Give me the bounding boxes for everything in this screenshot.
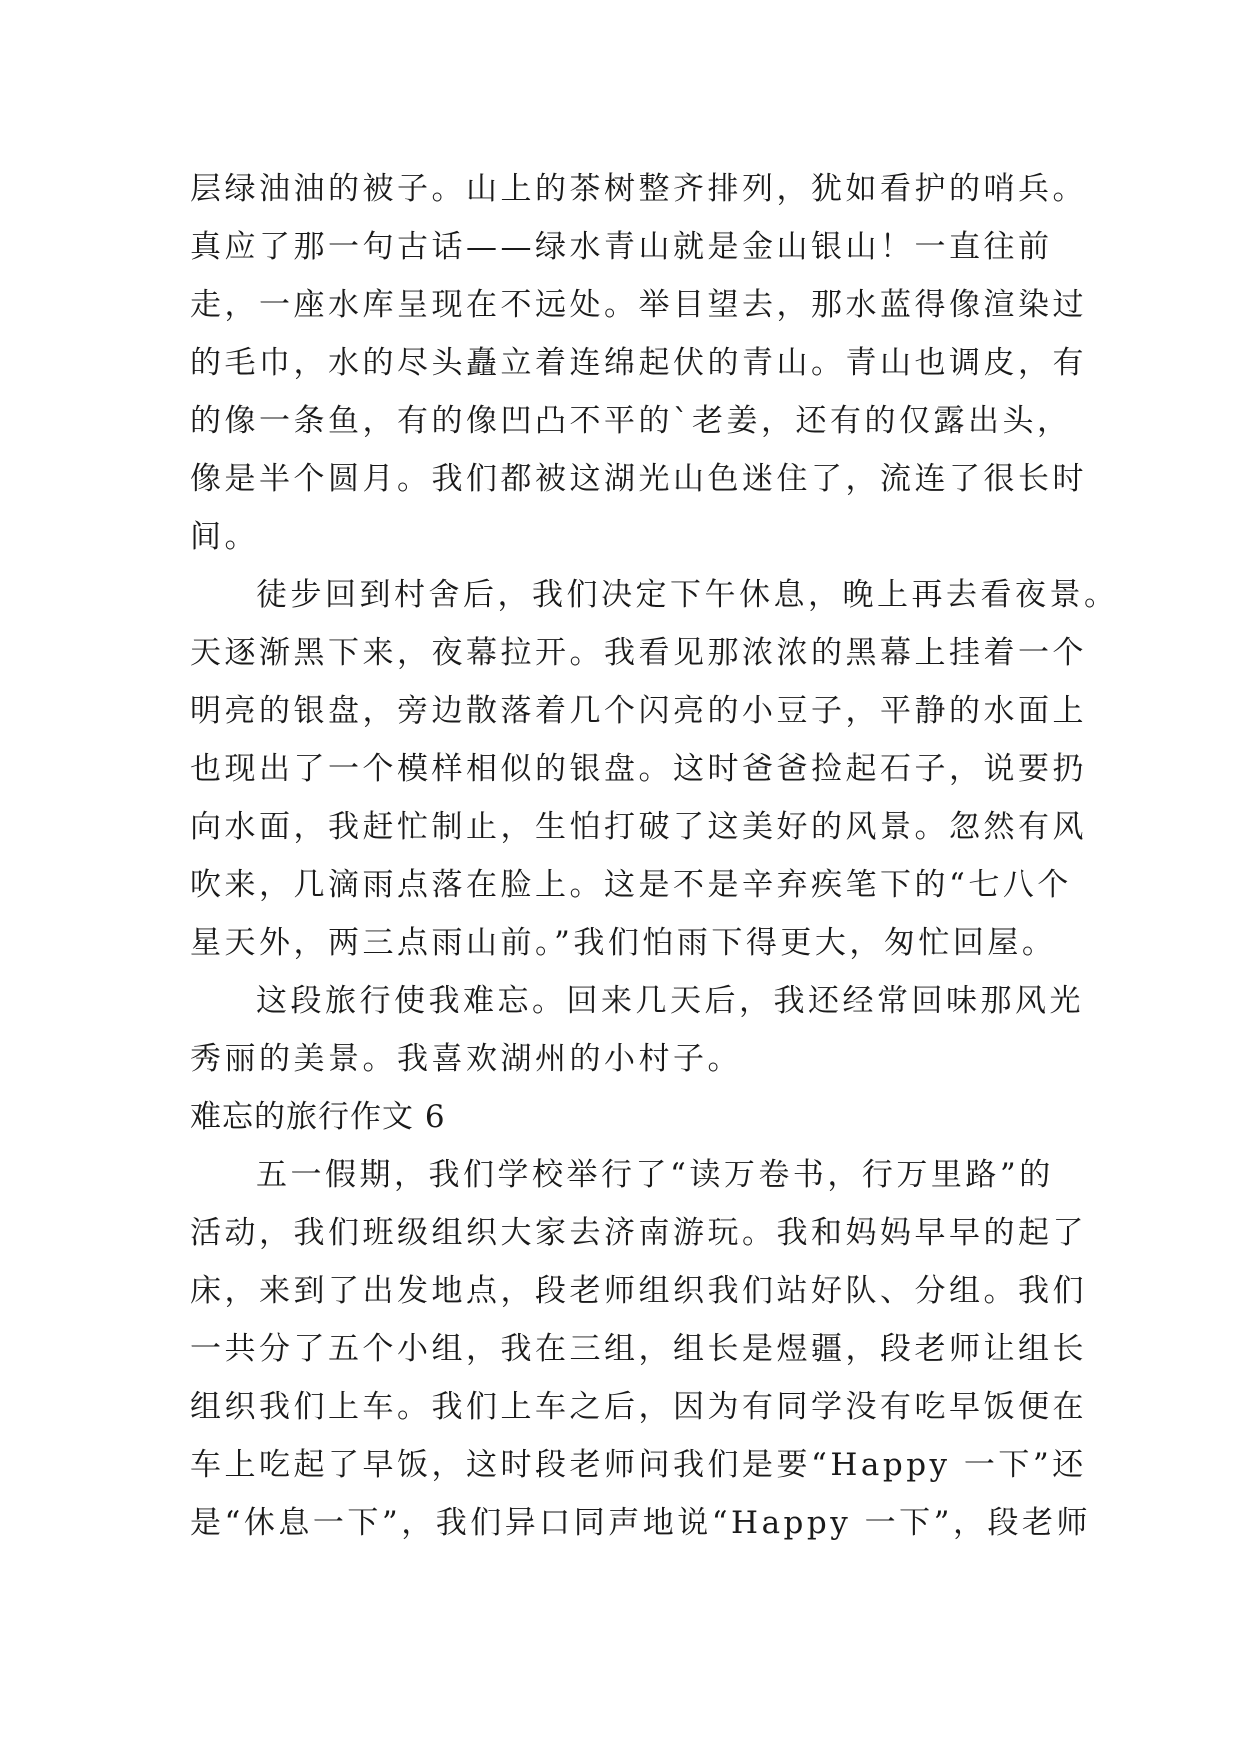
text-line: 明亮的银盘，旁边散落着几个闪亮的小豆子，平静的水面上 <box>190 693 1087 729</box>
text-line: 层绿油油的被子。山上的茶树整齐排列，犹如看护的哨兵。 <box>190 171 1087 207</box>
section-heading: 难忘的旅行作文 6 <box>190 1099 446 1135</box>
text-line: 星天外，两三点雨山前。”我们怕雨下得更大，匆忙回屋。 <box>190 925 1057 961</box>
text-line: 的像一条鱼，有的像凹凸不平的`老姜，还有的仅露出头， <box>190 403 1072 439</box>
text-line: 五一假期，我们学校举行了“读万卷书，行万里路”的 <box>256 1157 1054 1193</box>
document-body <box>190 160 1119 1552</box>
text-line: 向水面，我赶忙制止，生怕打破了这美好的风景。忽然有风 <box>190 809 1087 845</box>
text-line: 这段旅行使我难忘。回来几天后，我还经常回味那风光 <box>256 983 1084 1019</box>
text-line: 床，来到了出发地点，段老师组织我们站好队、分组。我们 <box>190 1273 1087 1309</box>
text-line: 一共分了五个小组，我在三组，组长是煜疆，段老师让组长 <box>190 1331 1087 1367</box>
text-line: 的毛巾，水的尽头矗立着连绵起伏的青山。青山也调皮，有 <box>190 345 1087 381</box>
text-line: 间。 <box>190 519 259 555</box>
text-line: 车上吃起了早饭，这时段老师问我们是要“Happy 一下”还 <box>190 1447 1087 1483</box>
text-line: 是“休息一下”，我们异口同声地说“Happy 一下”，段老师 <box>190 1505 1091 1541</box>
text-line: 徒步回到村舍后，我们决定下午休息，晚上再去看夜景。 <box>256 577 1119 613</box>
text-line: 组织我们上车。我们上车之后，因为有同学没有吃早饭便在 <box>190 1389 1087 1425</box>
text-line: 活动，我们班级组织大家去济南游玩。我和妈妈早早的起了 <box>190 1215 1087 1251</box>
text-line: 天逐渐黑下来，夜幕拉开。我看见那浓浓的黑幕上挂着一个 <box>190 635 1087 671</box>
text-line: 像是半个圆月。我们都被这湖光山色迷住了，流连了很长时 <box>190 461 1087 497</box>
text-line: 真应了那一句古话——绿水青山就是金山银山！一直往前 <box>190 229 1053 265</box>
text-line: 秀丽的美景。我喜欢湖州的小村子。 <box>190 1041 742 1077</box>
text-line: 也现出了一个模样相似的银盘。这时爸爸捡起石子，说要扔 <box>190 751 1087 787</box>
text-line: 走，一座水库呈现在不远处。举目望去，那水蓝得像渲染过 <box>190 287 1087 323</box>
text-line: 吹来，几滴雨点落在脸上。这是不是辛弃疾笔下的“七八个 <box>190 867 1072 903</box>
